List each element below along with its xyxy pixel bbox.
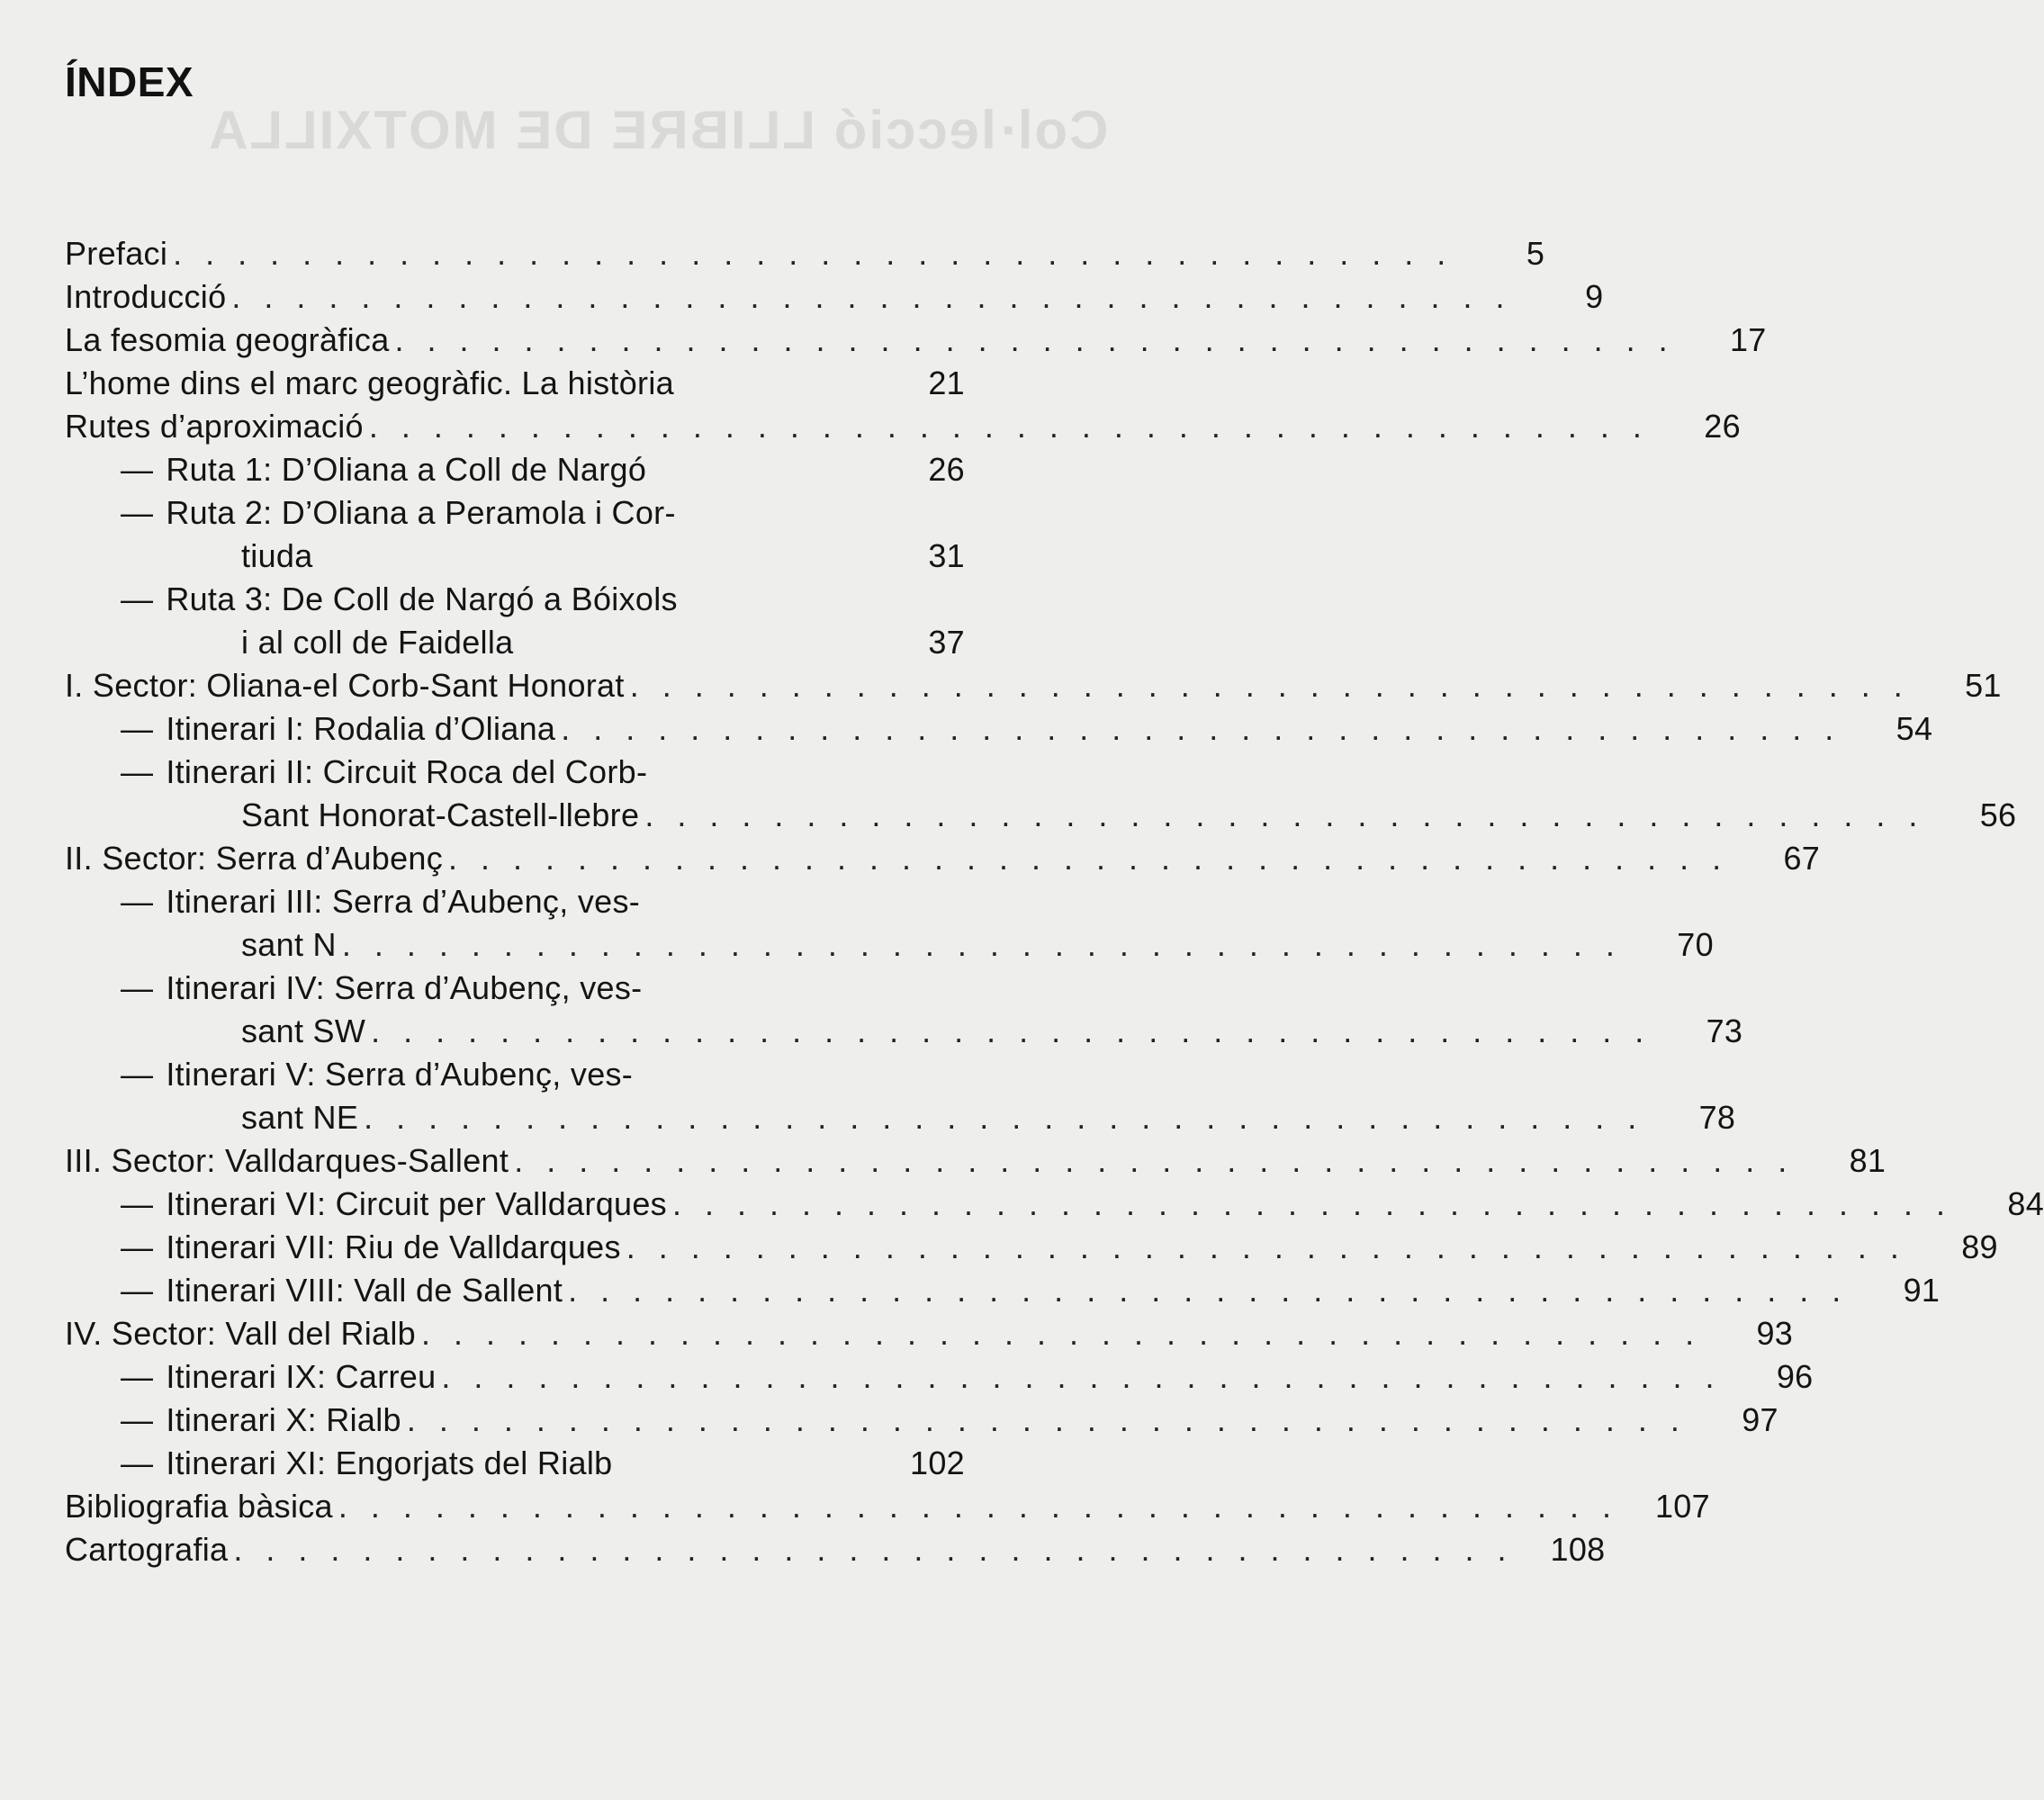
toc-entry-title: Ruta 3: De Coll de Nargó a Bóixols xyxy=(166,580,678,617)
toc-entry-text xyxy=(65,664,1942,707)
toc-entry-title: L’home dins el marc geogràfic. La història xyxy=(65,364,674,401)
toc-page-number: 102 xyxy=(910,1444,965,1481)
toc-entry-title: Itinerari IV: Serra d’Aubenç, ves- xyxy=(166,969,643,1006)
toc-entry xyxy=(65,405,1741,448)
toc-entry xyxy=(65,1010,1743,1053)
toc-entry-text xyxy=(65,232,1485,275)
toc-entry-title: Itinerari X: Rialb xyxy=(166,1401,401,1438)
toc-entry xyxy=(65,751,965,794)
toc-entry-title: Introducció xyxy=(65,278,227,315)
toc-entry xyxy=(65,578,965,621)
toc-entry-text xyxy=(65,448,905,491)
toc-entry-text xyxy=(65,1399,1719,1442)
dot-leader: ........................................ xyxy=(371,1012,1668,1049)
toc-page-number: 26 xyxy=(1704,408,1741,445)
toc-entry xyxy=(65,362,965,405)
em-dash-marker: — xyxy=(121,1358,154,1395)
dot-leader: ........................................ xyxy=(568,1272,1865,1309)
toc-entry-title: Itinerari XI: Engorjats del Rialb xyxy=(166,1444,613,1481)
toc-entry xyxy=(65,448,965,491)
toc-page-number: 21 xyxy=(928,364,965,401)
toc-entry xyxy=(65,232,1545,275)
toc-entry-title: Itinerari II: Circuit Roca del Corb- xyxy=(166,753,648,790)
toc-entry-text xyxy=(65,707,1873,751)
toc-entry xyxy=(65,1183,2044,1226)
toc-entry-text xyxy=(65,1312,1733,1355)
toc-page-number: 108 xyxy=(1550,1531,1606,1568)
toc-entry-title: I. Sector: Oliana-el Corb-Sant Honorat xyxy=(65,667,625,704)
toc-entry xyxy=(65,1442,965,1485)
toc-entry-title: Prefaci xyxy=(65,235,168,272)
toc-entry-text xyxy=(65,491,905,535)
toc-entry-title: tiuda xyxy=(241,537,313,574)
toc-entry-title: Itinerari III: Serra d’Aubenç, ves- xyxy=(166,883,641,920)
toc-entry-title: sant SW xyxy=(241,1012,366,1049)
toc-entry xyxy=(65,1528,1606,1571)
toc-page-number: 81 xyxy=(1849,1142,1886,1179)
em-dash-marker: — xyxy=(121,451,154,488)
page-title: ÍNDEX xyxy=(65,58,194,105)
toc-page-number: 107 xyxy=(1654,1488,1710,1525)
table-of-contents xyxy=(65,232,2044,1571)
toc-page-number: 51 xyxy=(1965,667,2002,704)
toc-entry-text xyxy=(65,1010,1683,1053)
toc-entry-text xyxy=(65,751,905,794)
em-dash-marker: — xyxy=(121,969,154,1006)
toc-page-number: 17 xyxy=(1729,321,1767,358)
toc-entry-text xyxy=(65,275,1544,319)
em-dash-marker: — xyxy=(121,1056,154,1093)
toc-entry-title: IV. Sector: Vall del Rialb xyxy=(65,1315,417,1352)
toc-page-number: 5 xyxy=(1526,235,1545,272)
toc-page-number: 26 xyxy=(928,451,965,488)
toc-entry xyxy=(65,275,1604,319)
toc-entry-text xyxy=(65,1485,1651,1528)
toc-entry xyxy=(65,1399,1778,1442)
toc-entry xyxy=(65,707,1933,751)
toc-entry xyxy=(65,491,965,535)
toc-entry-text xyxy=(65,319,1707,362)
toc-entry-title: La fesomia geogràfica xyxy=(65,321,390,358)
dot-leader: ........................................ xyxy=(231,278,1528,315)
toc-entry-title: Itinerari I: Rodalia d’Oliana xyxy=(166,710,556,747)
toc-page-number: 31 xyxy=(928,537,965,574)
toc-entry-title: II. Sector: Serra d’Aubenç xyxy=(65,840,444,877)
em-dash-marker: — xyxy=(121,753,154,790)
toc-entry xyxy=(65,1096,1736,1139)
toc-entry-title: Cartografia xyxy=(65,1531,229,1568)
toc-entry-title: Ruta 1: D’Oliana a Coll de Nargó xyxy=(166,451,647,488)
toc-entry xyxy=(65,1485,1710,1528)
dot-leader: ........................................ xyxy=(394,321,1691,358)
toc-entry-title: Itinerari IX: Carreu xyxy=(166,1358,437,1395)
toc-entry-text xyxy=(65,1442,905,1485)
dot-leader: ........................................ xyxy=(364,1099,1661,1136)
toc-entry xyxy=(65,794,2017,837)
dot-leader: ........................................ xyxy=(338,1488,1634,1525)
toc-entry-text xyxy=(65,923,1654,967)
toc-entry xyxy=(65,1312,1794,1355)
toc-entry-title: sant N xyxy=(241,926,337,963)
toc-page-number: 91 xyxy=(1903,1272,1940,1309)
toc-entry-text xyxy=(65,1096,1676,1139)
toc-entry xyxy=(65,1355,1814,1399)
toc-entry-text xyxy=(65,837,1760,880)
toc-entry-text xyxy=(65,578,905,621)
toc-entry-text xyxy=(65,1139,1826,1183)
em-dash-marker: — xyxy=(121,1272,154,1309)
toc-page-number: 70 xyxy=(1677,926,1714,963)
toc-entry-title: i al coll de Faidella xyxy=(241,624,514,661)
em-dash-marker: — xyxy=(121,1444,154,1481)
toc-entry-title: Itinerari V: Serra d’Aubenç, ves- xyxy=(166,1056,634,1093)
em-dash-marker: — xyxy=(121,710,154,747)
toc-entry-text xyxy=(65,880,905,923)
dot-leader: ........................................ xyxy=(173,235,1470,272)
toc-entry-title: sant NE xyxy=(241,1099,359,1136)
toc-entry-title: III. Sector: Valldarques-Sallent xyxy=(65,1142,509,1179)
toc-entry-title: Bibliografia bàsica xyxy=(65,1488,333,1525)
toc-page-number: 97 xyxy=(1742,1401,1778,1438)
toc-entry-text xyxy=(65,1183,1985,1226)
toc-page-number: 73 xyxy=(1706,1012,1743,1049)
dot-leader: ........................................ xyxy=(421,1315,1718,1352)
toc-entry-text xyxy=(65,535,905,578)
toc-entry xyxy=(65,1226,1998,1269)
toc-entry-text xyxy=(65,405,1681,448)
em-dash-marker: — xyxy=(121,580,154,617)
toc-entry-text xyxy=(65,621,905,664)
toc-entry xyxy=(65,664,2002,707)
toc-entry-title: Sant Honorat-Castell-llebre xyxy=(241,796,640,833)
toc-entry xyxy=(65,967,965,1010)
toc-page-number: 93 xyxy=(1756,1315,1794,1352)
dot-leader: ........................................ xyxy=(441,1358,1738,1395)
bleed-through-text: Col·lecció LLIBRE DE MOTXILLA xyxy=(207,100,1109,160)
toc-page-number: 96 xyxy=(1776,1358,1814,1395)
toc-entry xyxy=(65,923,1714,967)
dot-leader: ........................................ xyxy=(368,408,1665,445)
toc-page-number: 56 xyxy=(1979,796,2017,833)
dot-leader: ........................................ xyxy=(629,667,1926,704)
dot-leader: ........................................ xyxy=(561,710,1858,747)
toc-entry xyxy=(65,319,1767,362)
toc-entry-title: Itinerari VIII: Vall de Sallent xyxy=(166,1272,563,1309)
toc-entry-title: Rutes d’aproximació xyxy=(65,408,364,445)
toc-page-number: 9 xyxy=(1585,278,1604,315)
toc-page-number: 67 xyxy=(1783,840,1821,877)
toc-page-number: 78 xyxy=(1698,1099,1736,1136)
toc-entry xyxy=(65,1139,1886,1183)
toc-entry-text xyxy=(65,1269,1880,1312)
toc-entry xyxy=(65,837,1821,880)
toc-entry-text xyxy=(65,1355,1754,1399)
toc-entry xyxy=(65,880,965,923)
toc-entry xyxy=(65,621,965,664)
dot-leader: ........................................ xyxy=(626,1228,1922,1265)
dot-leader: ........................................ xyxy=(233,1531,1530,1568)
toc-page-number: 37 xyxy=(928,624,965,661)
dot-leader: ........................................ xyxy=(448,840,1745,877)
toc-entry-title: Ruta 2: D’Oliana a Peramola i Cor- xyxy=(166,494,676,531)
em-dash-marker: — xyxy=(121,883,154,920)
toc-entry xyxy=(65,1053,965,1096)
toc-page-number: 84 xyxy=(2007,1185,2044,1222)
em-dash-marker: — xyxy=(121,494,154,531)
dot-leader: ........................................ xyxy=(671,1185,1969,1222)
dot-leader: ........................................ xyxy=(644,796,1941,833)
em-dash-marker: — xyxy=(121,1228,154,1265)
toc-entry-text xyxy=(65,1528,1545,1571)
toc-entry-text xyxy=(65,794,1957,837)
toc-page-number: 54 xyxy=(1895,710,1933,747)
toc-entry-title: Itinerari VII: Riu de Valldarques xyxy=(166,1228,621,1265)
toc-entry-text xyxy=(65,1226,1939,1269)
em-dash-marker: — xyxy=(121,1185,154,1222)
toc-page-number: 89 xyxy=(1961,1228,1998,1265)
toc-entry-title: Itinerari VI: Circuit per Valldarques xyxy=(166,1185,667,1222)
toc-entry xyxy=(65,1269,1940,1312)
toc-entry-text xyxy=(65,1053,905,1096)
toc-entry-text xyxy=(65,362,905,405)
dot-leader: ........................................ xyxy=(406,1401,1703,1438)
toc-entry xyxy=(65,535,965,578)
em-dash-marker: — xyxy=(121,1401,154,1438)
toc-entry-text xyxy=(65,967,905,1010)
dot-leader: ........................................ xyxy=(514,1142,1811,1179)
dot-leader: ........................................ xyxy=(341,926,1638,963)
